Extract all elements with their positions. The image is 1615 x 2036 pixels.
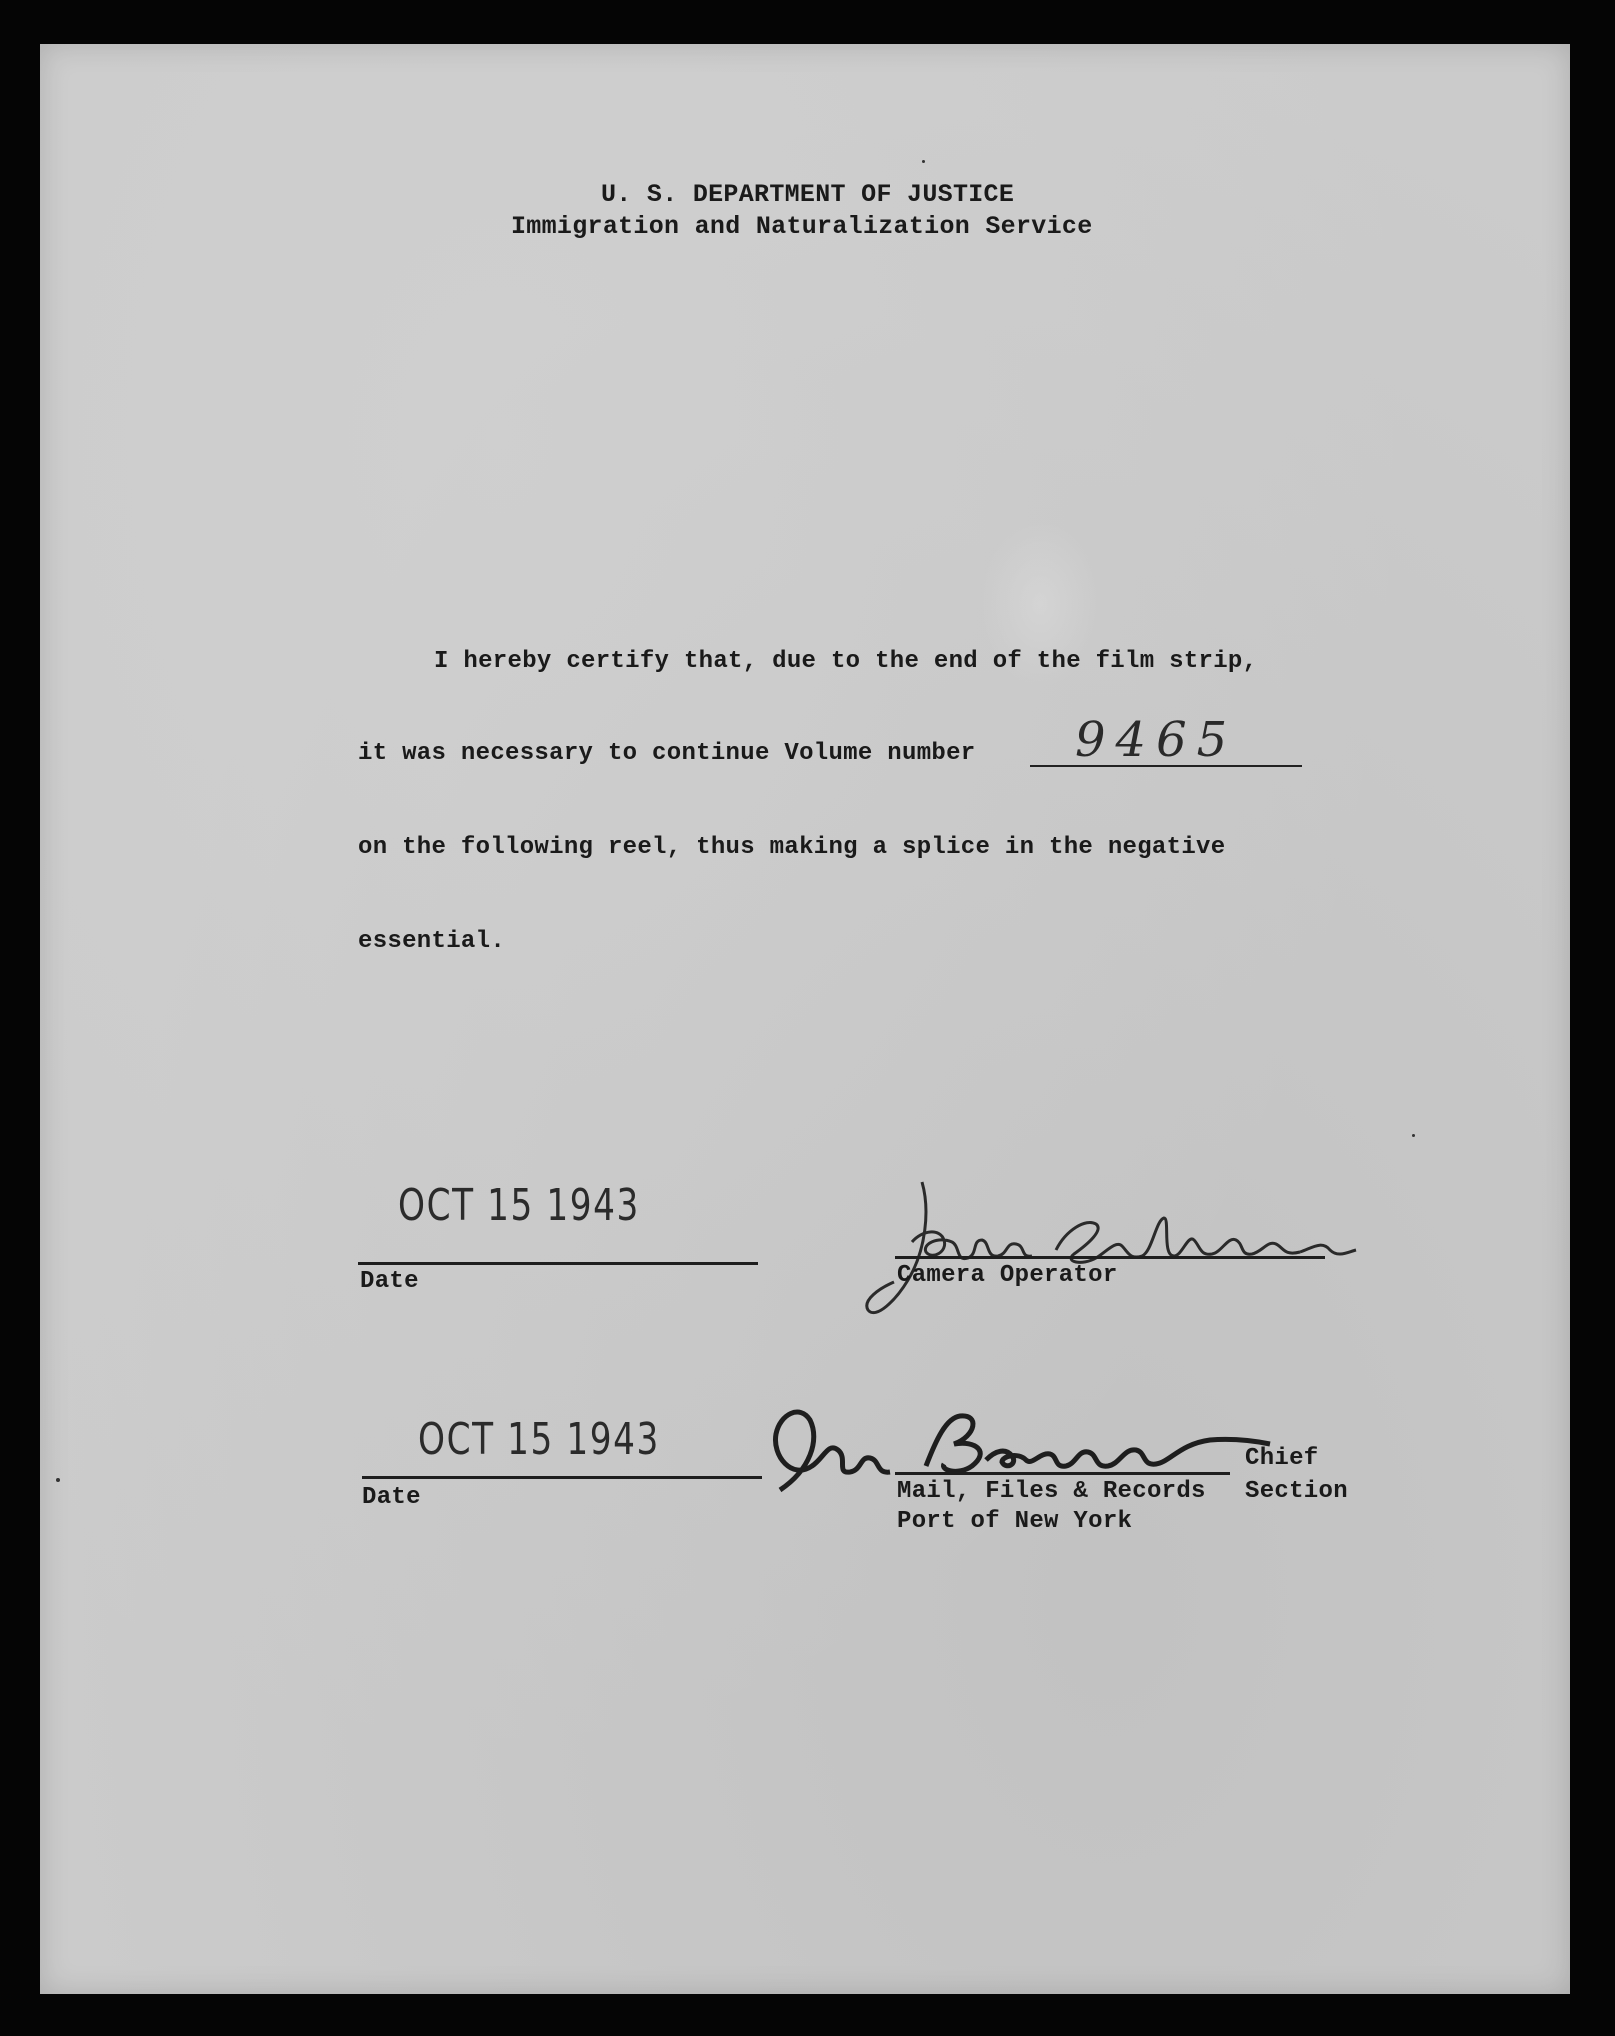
certification-line-4: essential. [358, 928, 506, 955]
date-line-camera [358, 1262, 758, 1265]
dust-speck [922, 160, 925, 163]
agency-subheader: Immigration and Naturalization Service [511, 212, 1093, 241]
agency-header: U. S. DEPARTMENT OF JUSTICE [601, 180, 1015, 209]
date-label-camera: Date [360, 1268, 419, 1295]
port-of-new-york-label: Port of New York [897, 1508, 1133, 1535]
date-stamp-chief: OCT 15 1943 [418, 1414, 660, 1465]
dust-speck [56, 1478, 60, 1482]
section-title-word: Section [1245, 1478, 1348, 1505]
volume-number-handwritten: 9465 [1075, 712, 1238, 768]
date-label-chief: Date [362, 1484, 421, 1511]
certification-line-1: I hereby certify that, due to the end of the film strip, [434, 648, 1258, 675]
document-page [40, 44, 1570, 1994]
dust-speck [1412, 1134, 1415, 1137]
chief-title-word: Chief [1245, 1445, 1319, 1472]
date-stamp-camera: OCT 15 1943 [398, 1180, 640, 1231]
signature-line-chief [895, 1472, 1230, 1475]
camera-operator-signature [860, 1170, 1360, 1320]
certification-line-3: on the following reel, thus making a splice in the negative [358, 834, 1226, 861]
date-line-chief [362, 1476, 762, 1479]
mail-files-records-label: Mail, Files & Records [897, 1478, 1206, 1505]
camera-operator-label: Camera Operator [897, 1262, 1118, 1289]
signature-line-camera [895, 1256, 1325, 1259]
certification-line-2: it was necessary to continue Volume number [358, 740, 976, 767]
